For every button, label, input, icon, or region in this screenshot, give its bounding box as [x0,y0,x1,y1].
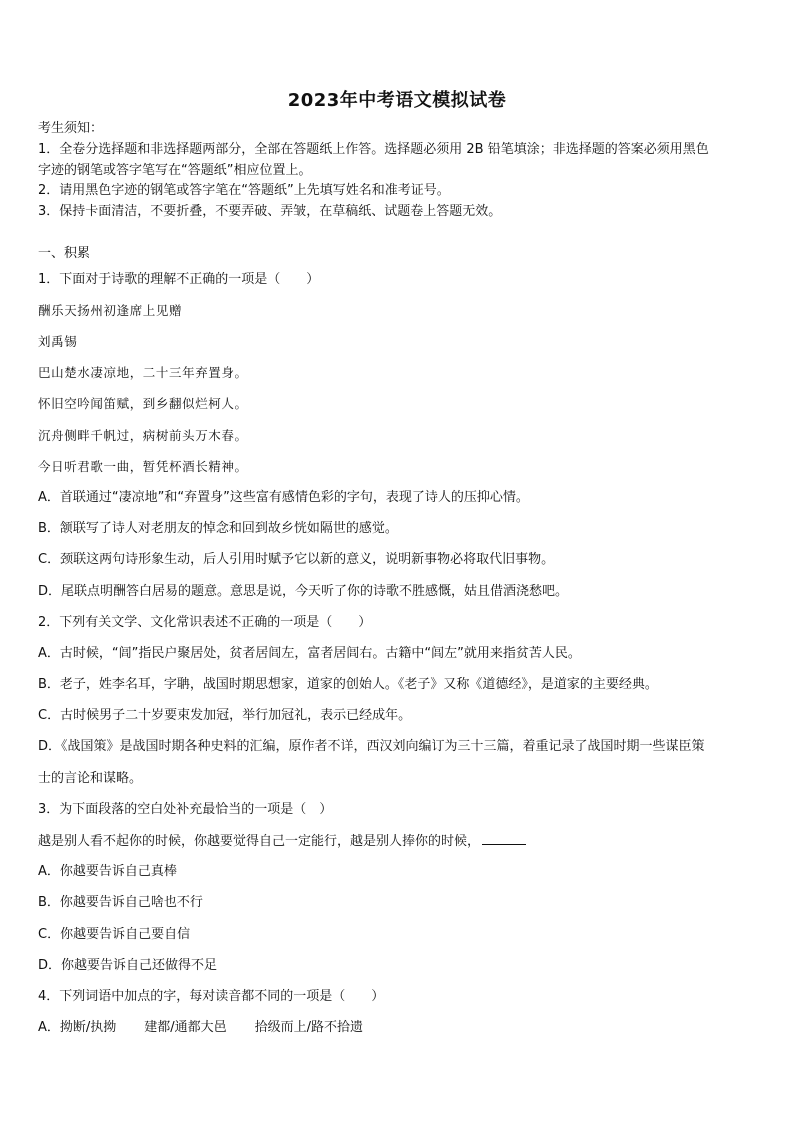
question-3-passage-text: 越是别人看不起你的时候，你越要觉得自己一定能行，越是别人捧你的时候， [38,834,481,849]
question-1-option-d: D．尾联点明酬答白居易的题意。意思是说，今天听了你的诗歌不胜感慨，姑且借酒浇愁吧。 [38,584,569,599]
question-4-option-a [38,1019,363,1037]
question-4-stem: 4．下列词语中加点的字，每对读音都不同的一项是（ ） [38,989,385,1004]
question-2-stem: 2．下列有关文学、文化常识表述不正确的一项是（ ） [38,615,372,630]
question-1-option-a: A．首联通过“凄凉地”和“弃置身”这些富有感情色彩的字句，表现了诗人的压抑心情。 [38,490,529,505]
question-2-option-d-line-1: D．《战国策》是战国时期各种史料的汇编，原作者不详，西汉刘向编订为三十三篇，着重记录了战国时期一些谋臣策 [38,739,705,754]
question-1-option-b: B．颔联写了诗人对老朋友的悼念和回到故乡恍如隔世的感觉。 [38,521,398,536]
poem-line-2: 怀旧空吟闻笛赋，到乡翻似烂柯人。 [38,396,248,411]
question-1-option-c: C．颈联这两句诗形象生动，后人引用时赋予它以新的意义，说明新事物必将取代旧事物。 [38,552,555,567]
notice-item-1-line-1: 1．全卷分选择题和非选择题两部分，全部在答题纸上作答。选择题必须用 2B 铅笔填涂；非选择题的答案必须用黑色 [38,142,709,157]
answer-blank [482,832,526,845]
poem-title: 酬乐天扬州初逢席上见赠 [38,303,183,318]
section-heading: 一、积累 [38,246,91,261]
question-3-option-a: A．你越要告诉自己真棒 [38,864,177,879]
poem-author: 刘禹锡 [38,334,78,349]
question-3-passage [38,832,526,851]
poem-line-3: 沉舟侧畔千帆过，病树前头万木春。 [38,428,248,443]
poem-line-1: 巴山楚水凄凉地，二十三年弃置身。 [38,365,248,380]
question-3-option-c: C．你越要告诉自己要自信 [38,927,191,942]
notice-item-2: 2．请用黑色字迹的钢笔或答字笔在“答题纸”上先填写姓名和准考证号。 [38,183,450,198]
question-2-option-d-line-2: 士的言论和谋略。 [38,771,143,786]
question-3-option-b: B．你越要告诉自己啥也不行 [38,895,203,910]
question-4-option-a-pair-1: A．拗断/执拗 [38,1020,117,1035]
question-2-option-a: A．古时候，“闾”指民户聚居处，贫者居闾左，富者居闾右。古籍中“闾左”就用来指贫苦人民。 [38,646,581,661]
notice-item-1-line-2: 字迹的钢笔或答字笔写在“答题纸”相应位置上。 [38,163,312,178]
poem-line-4: 今日听君歌一曲，暂凭杯酒长精神。 [38,459,248,474]
notice-item-3: 3．保持卡面清洁，不要折叠，不要弄破、弄皱，在草稿纸、试题卷上答题无效。 [38,204,502,219]
question-3-option-d: D．你越要告诉自己还做得不足 [38,958,218,973]
question-4-option-a-pair-2: 建都/通都大邑 [144,1020,227,1035]
question-2-option-b: B．老子，姓李名耳，字聃，战国时期思想家，道家的创始人。《老子》又称《道德经》，是道家的主要经典。 [38,677,658,692]
question-4-option-a-pair-3: 拾级而上/路不拾遗 [254,1020,364,1035]
question-1-stem: 1．下面对于诗歌的理解不正确的一项是（ ） [38,272,320,287]
question-3-stem: 3．为下面段落的空白处补充最恰当的一项是（ ） [38,802,333,817]
question-2-option-c: C．古时候男子二十岁要束发加冠，举行加冠礼，表示已经成年。 [38,708,412,723]
page-title: 2023年中考语文模拟试卷 [287,90,507,111]
notice-heading: 考生须知： [38,121,104,136]
